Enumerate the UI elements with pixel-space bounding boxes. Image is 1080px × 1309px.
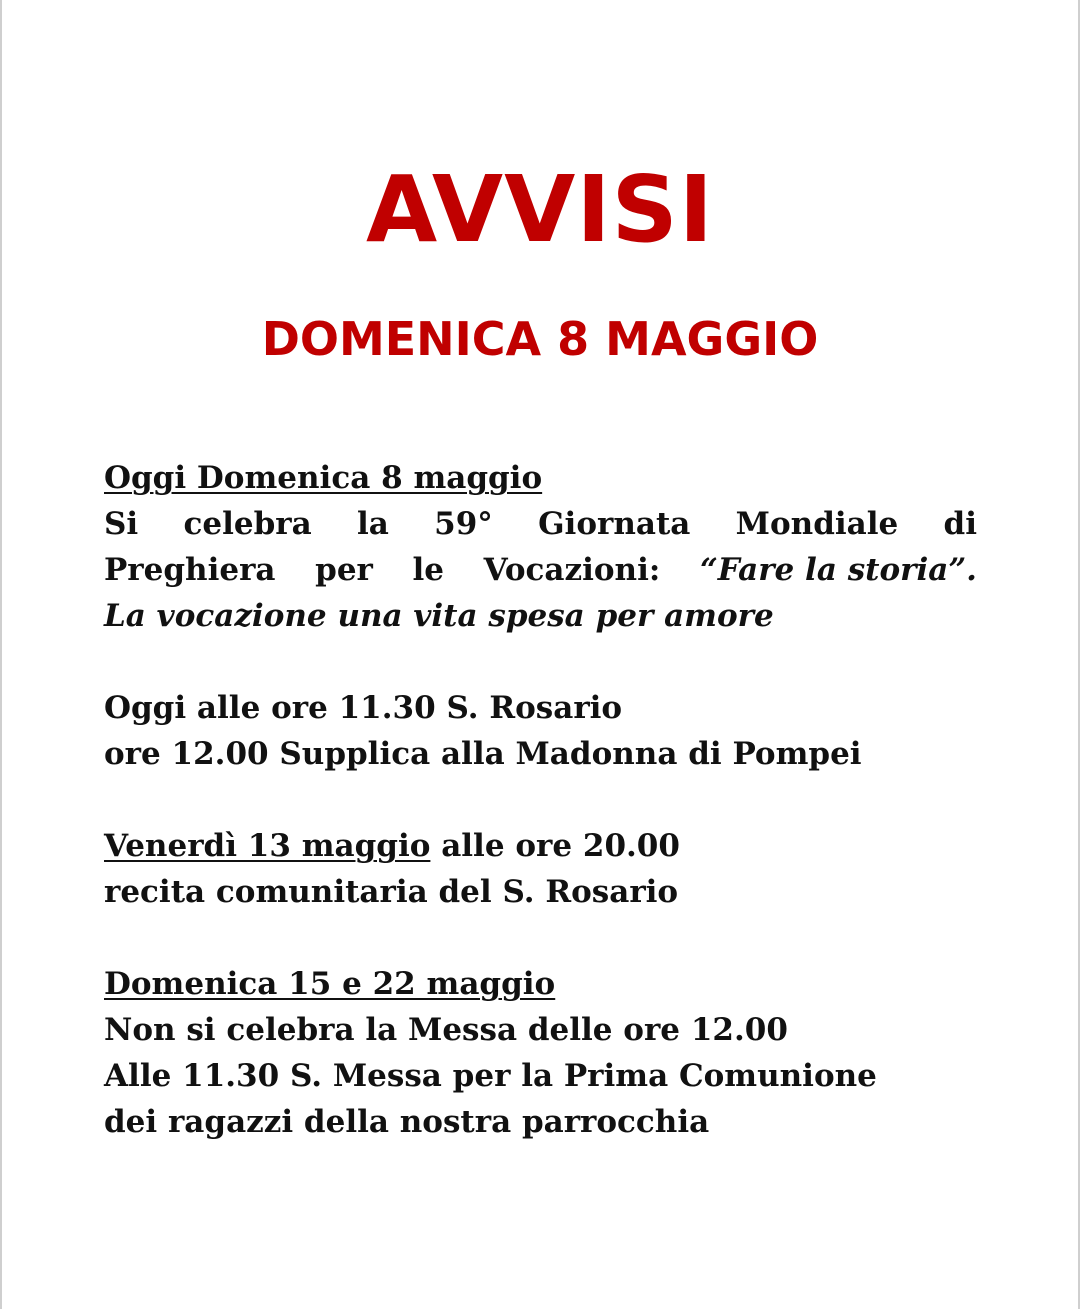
notice1-line3: La vocazione una vita spesa per amore <box>104 598 774 634</box>
notice4-line1: Non si celebra la Messa delle ore 12.00 <box>104 1012 788 1048</box>
spacer <box>104 915 977 961</box>
notice1-word: le <box>412 552 445 588</box>
notice2-line2: ore 12.00 Supplica alla Madonna di Pompei <box>104 736 862 772</box>
notices-body <box>104 455 977 1145</box>
spacer <box>104 639 977 685</box>
notice1-word: Mondiale <box>735 506 899 542</box>
notice3-line1 <box>104 823 977 869</box>
page-title: AVVISI <box>365 156 715 263</box>
notice1-word: 59° <box>434 506 493 542</box>
notice3-line2: recita comunitaria del S. Rosario <box>104 874 679 910</box>
notice3-line1-rest: alle ore 20.00 <box>430 828 680 864</box>
notice1-line1 <box>104 501 977 547</box>
notice1-word: per <box>315 552 373 588</box>
notice4-line3: dei ragazzi della nostra parrocchia <box>104 1104 710 1140</box>
spacer <box>104 777 977 823</box>
notice1-word: di <box>943 506 977 542</box>
notice2-line1: Oggi alle ore 11.30 S. Rosario <box>104 690 623 726</box>
notice1-word: Vocazioni: <box>483 552 661 588</box>
notice4-heading: Domenica 15 e 22 maggio <box>104 966 556 1002</box>
notice1-line2 <box>104 547 977 593</box>
notice3-heading: Venerdì 13 maggio <box>104 828 431 864</box>
notice1-word: la <box>356 506 389 542</box>
notice1-heading: Oggi Domenica 8 maggio <box>104 460 543 496</box>
notice1-quote: “Fare la storia”. <box>699 552 977 588</box>
page-subtitle: DOMENICA 8 MAGGIO <box>261 312 819 366</box>
notice1-word: Preghiera <box>104 552 276 588</box>
notice4-line2: Alle 11.30 S. Messa per la Prima Comunione <box>104 1058 877 1094</box>
notice1-word: celebra <box>183 506 312 542</box>
notice1-word: Si <box>104 506 139 542</box>
notice1-word: Giornata <box>538 506 691 542</box>
